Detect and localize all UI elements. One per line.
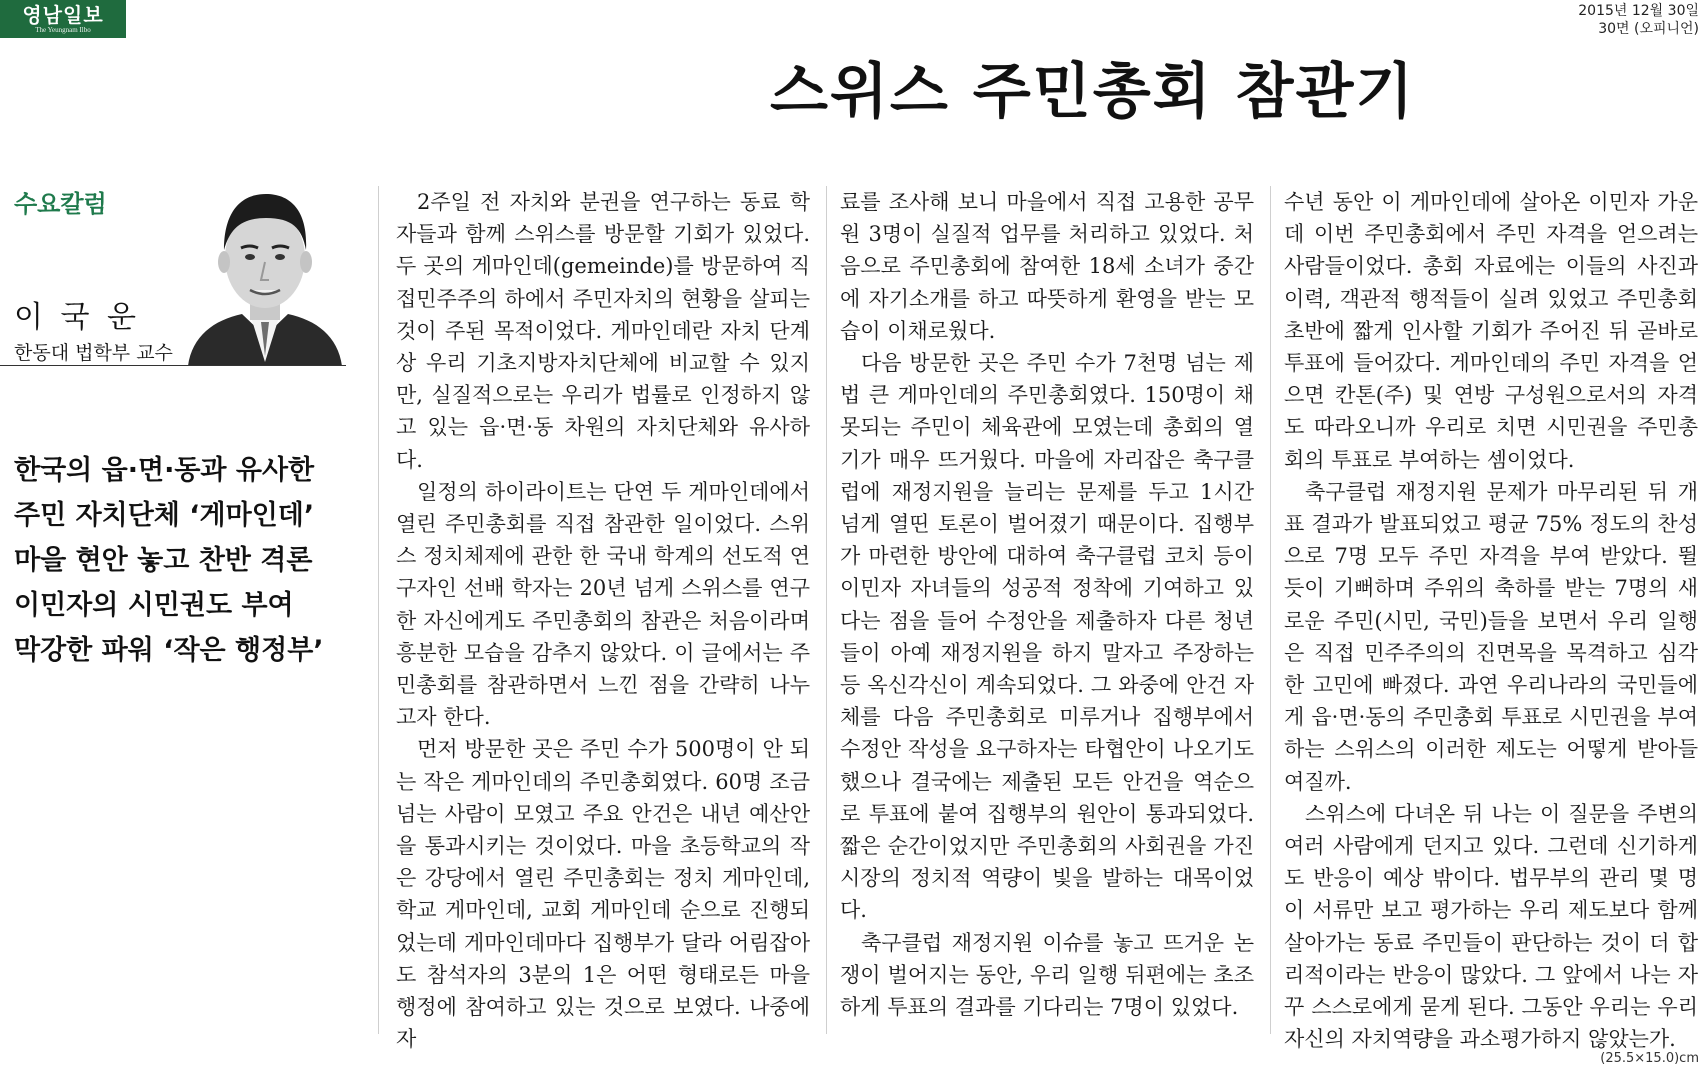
column-rule [1270, 186, 1271, 1034]
article-column-2 [840, 186, 1254, 1036]
page-section: 30면 (오피니언) [1598, 21, 1699, 37]
article-headline: 스위스 주민총회 참관기 [770, 57, 1416, 127]
article-paragraph: 먼저 방문한 곳은 주민 수가 500명이 안 되는 작은 게마인데의 주민총회였다. 60명 조금 넘는 사람이 모였고 주요 안건은 내년 예산안을 통과시키는 것이었다. 마을 초등학교의 작은 강당에서 열린 주민총회는 정치 게마인데, 학교 게마인데, 교회 게마인데 순으로 진행되었는데 게마인데마다 집행부가 달라 어림잡아도 참석자의 3분의 1은 어떤 형태로든 마을 행정에 참여하고 있는 것으로 보였다. 나중에 자 [396, 737, 810, 1052]
article-paragraph: 2주일 전 자치와 분권을 연구하는 동료 학자들과 함께 스위스를 방문할 기회가 있었다. 두 곳의 게마인데(gemeinde)를 방문하여 직접민주주의 하에서 주민자치의 현황을 살피는 것이 주된 목적이었다. 게마인데란 자치 단계상 우리 기초지방자치단체에 비교할 수 있지만, 실질적으로는 우리가 법률로 인정하지 않고 있는 읍·면·동 차원의 자치단체와 유사하다. [396, 190, 810, 472]
article-paragraph: 료를 조사해 보니 마을에서 직접 고용한 공무원 3명이 실질적 업무를 처리하고 있었다. 처음으로 주민총회에 참여한 18세 소녀가 중간에 자기소개를 하고 따뜻하게 환영을 받는 모습이 이채로웠다. [840, 190, 1254, 343]
subhead-line: 한국의 읍·면·동과 유사한 [14, 455, 315, 486]
subhead-line: 막강한 파워 ‘작은 행정부’ [14, 635, 324, 666]
author-title: 한동대 법학부 교수 [14, 342, 173, 364]
author-divider [0, 365, 346, 366]
author-name: 이 국 운 [14, 300, 141, 335]
article-paragraph: 수년 동안 이 게마인데에 살아온 이민자 가운데 이번 주민총회에서 주민 자격을 얻으려는 사람들이었다. 총회 자료에는 이들의 사진과 이력, 객관적 행적들이 실려 있었고 주민총회 초반에 짧게 인사할 기회가 주어진 뒤 곧바로 투표에 들어갔다. 게마인데의 주민 자격을 얻으면 칸톤(주) 및 연방 구성원으로서의 자격도 따라오니까 우리로 치면 시민권을 주민총회의 투표로 부여하는 셈이었다. [1284, 190, 1698, 472]
article-column-1 [396, 186, 810, 1052]
subhead-line: 마을 현안 놓고 찬반 격론 [14, 545, 313, 576]
article-column-3 [1284, 186, 1698, 1052]
newspaper-logo [0, 0, 126, 38]
subheadlines [14, 448, 324, 673]
article-size-note: (25.5×15.0)cm [1600, 1051, 1699, 1066]
article-paragraph: 축구클럽 재정지원 이슈를 놓고 뜨거운 논쟁이 벌어지는 동안, 우리 일행 뒤편에는 초조하게 투표의 결과를 기다리는 7명이 있었다. [840, 930, 1254, 1020]
column-rule [826, 186, 827, 1034]
subhead-line: 이민자의 시민권도 부여 [14, 590, 294, 621]
publication-date: 2015년 12월 30일 [1578, 3, 1699, 19]
subhead-line: 주민 자치단체 ‘게마인데’ [14, 500, 315, 531]
author-portrait [186, 186, 344, 366]
column-label: 수요칼럼 [14, 190, 107, 218]
article-paragraph: 축구클럽 재정지원 문제가 마무리된 뒤 개표 결과가 발표되었고 평균 75% 정도의 찬성으로 7명 모두 주민 자격을 부여 받았다. 뛸 듯이 기뻐하며 주위의 축하를 받는 7명의 새로운 주민(시민, 국민)들을 보면서 우리 일행은 직접 민주주의의 진면목을 목격하고 심각한 고민에 빠졌다. 과연 우리나라의 국민들에게 읍·면·동의 주민총회 투표로 시민권을 부여하는 스위스의 이러한 제도는 어떻게 받아들여질까. [1284, 479, 1698, 794]
column-rule [378, 186, 379, 1034]
article-paragraph: 일정의 하이라이트는 단연 두 게마인데에서 열린 주민총회를 직접 참관한 일이었다. 스위스 정치체제에 관한 한 국내 학계의 선도적 연구자인 선배 학자는 20년 넘게 스위스를 연구한 자신에게도 주민총회의 참관은 처음이라며 흥분한 모습을 감추지 않았다. 이 글에서는 주민총회를 참관하면서 느낀 점을 간략히 나누고자 한다. [396, 479, 810, 730]
logo-subtitle: The Yeungnam Ilbo [35, 26, 91, 34]
article-paragraph: 스위스에 다녀온 뒤 나는 이 질문을 주변의 여러 사람에게 던지고 있다. 그런데 신기하게도 반응이 예상 밖이다. 법무부의 관리 몇 명이 서류만 보고 평가하는 우리 제도보다 함께 살아가는 동료 주민들이 판단하는 것이 더 합리적이라는 반응이 많았다. 그 앞에서 나는 자꾸 스스로에게 묻게 된다. 그동안 우리는 우리 자신의 자치역량을 과소평가하지 않았는가. [1284, 801, 1698, 1052]
publication-info [1578, 2, 1699, 38]
article-paragraph: 다음 방문한 곳은 주민 수가 7천명 넘는 제법 큰 게마인데의 주민총회였다. 150명이 채 못되는 주민이 체육관에 모였는데 총회의 열기가 매우 뜨거웠다. 마을에 자리잡은 축구클럽에 재정지원을 늘리는 문제를 두고 1시간 넘게 열띤 토론이 벌어졌기 때문이다. 집행부가 마련한 방안에 대하여 축구클럽 코치 등이 이민자 자녀들의 성공적 정착에 기여하고 있다는 점을 들어 수정안을 제출하자 다른 청년들이 아예 재정지원을 하지 말자고 주장하는 등 옥신각신이 계속되었다. 그 와중에 안건 자체를 다음 주민총회로 미루거나 집행부에서 수정안 작성을 요구하자는 타협안이 나오기도 했으나 결국에는 제출된 모든 안건을 역순으로 투표에 붙여 집행부의 원안이 통과되었다. 짧은 순간이었지만 주민총회의 사회권을 가진 시장의 정치적 역량이 빛을 발하는 대목이었다. [840, 351, 1254, 923]
logo-name: 영남일보 [22, 3, 104, 27]
